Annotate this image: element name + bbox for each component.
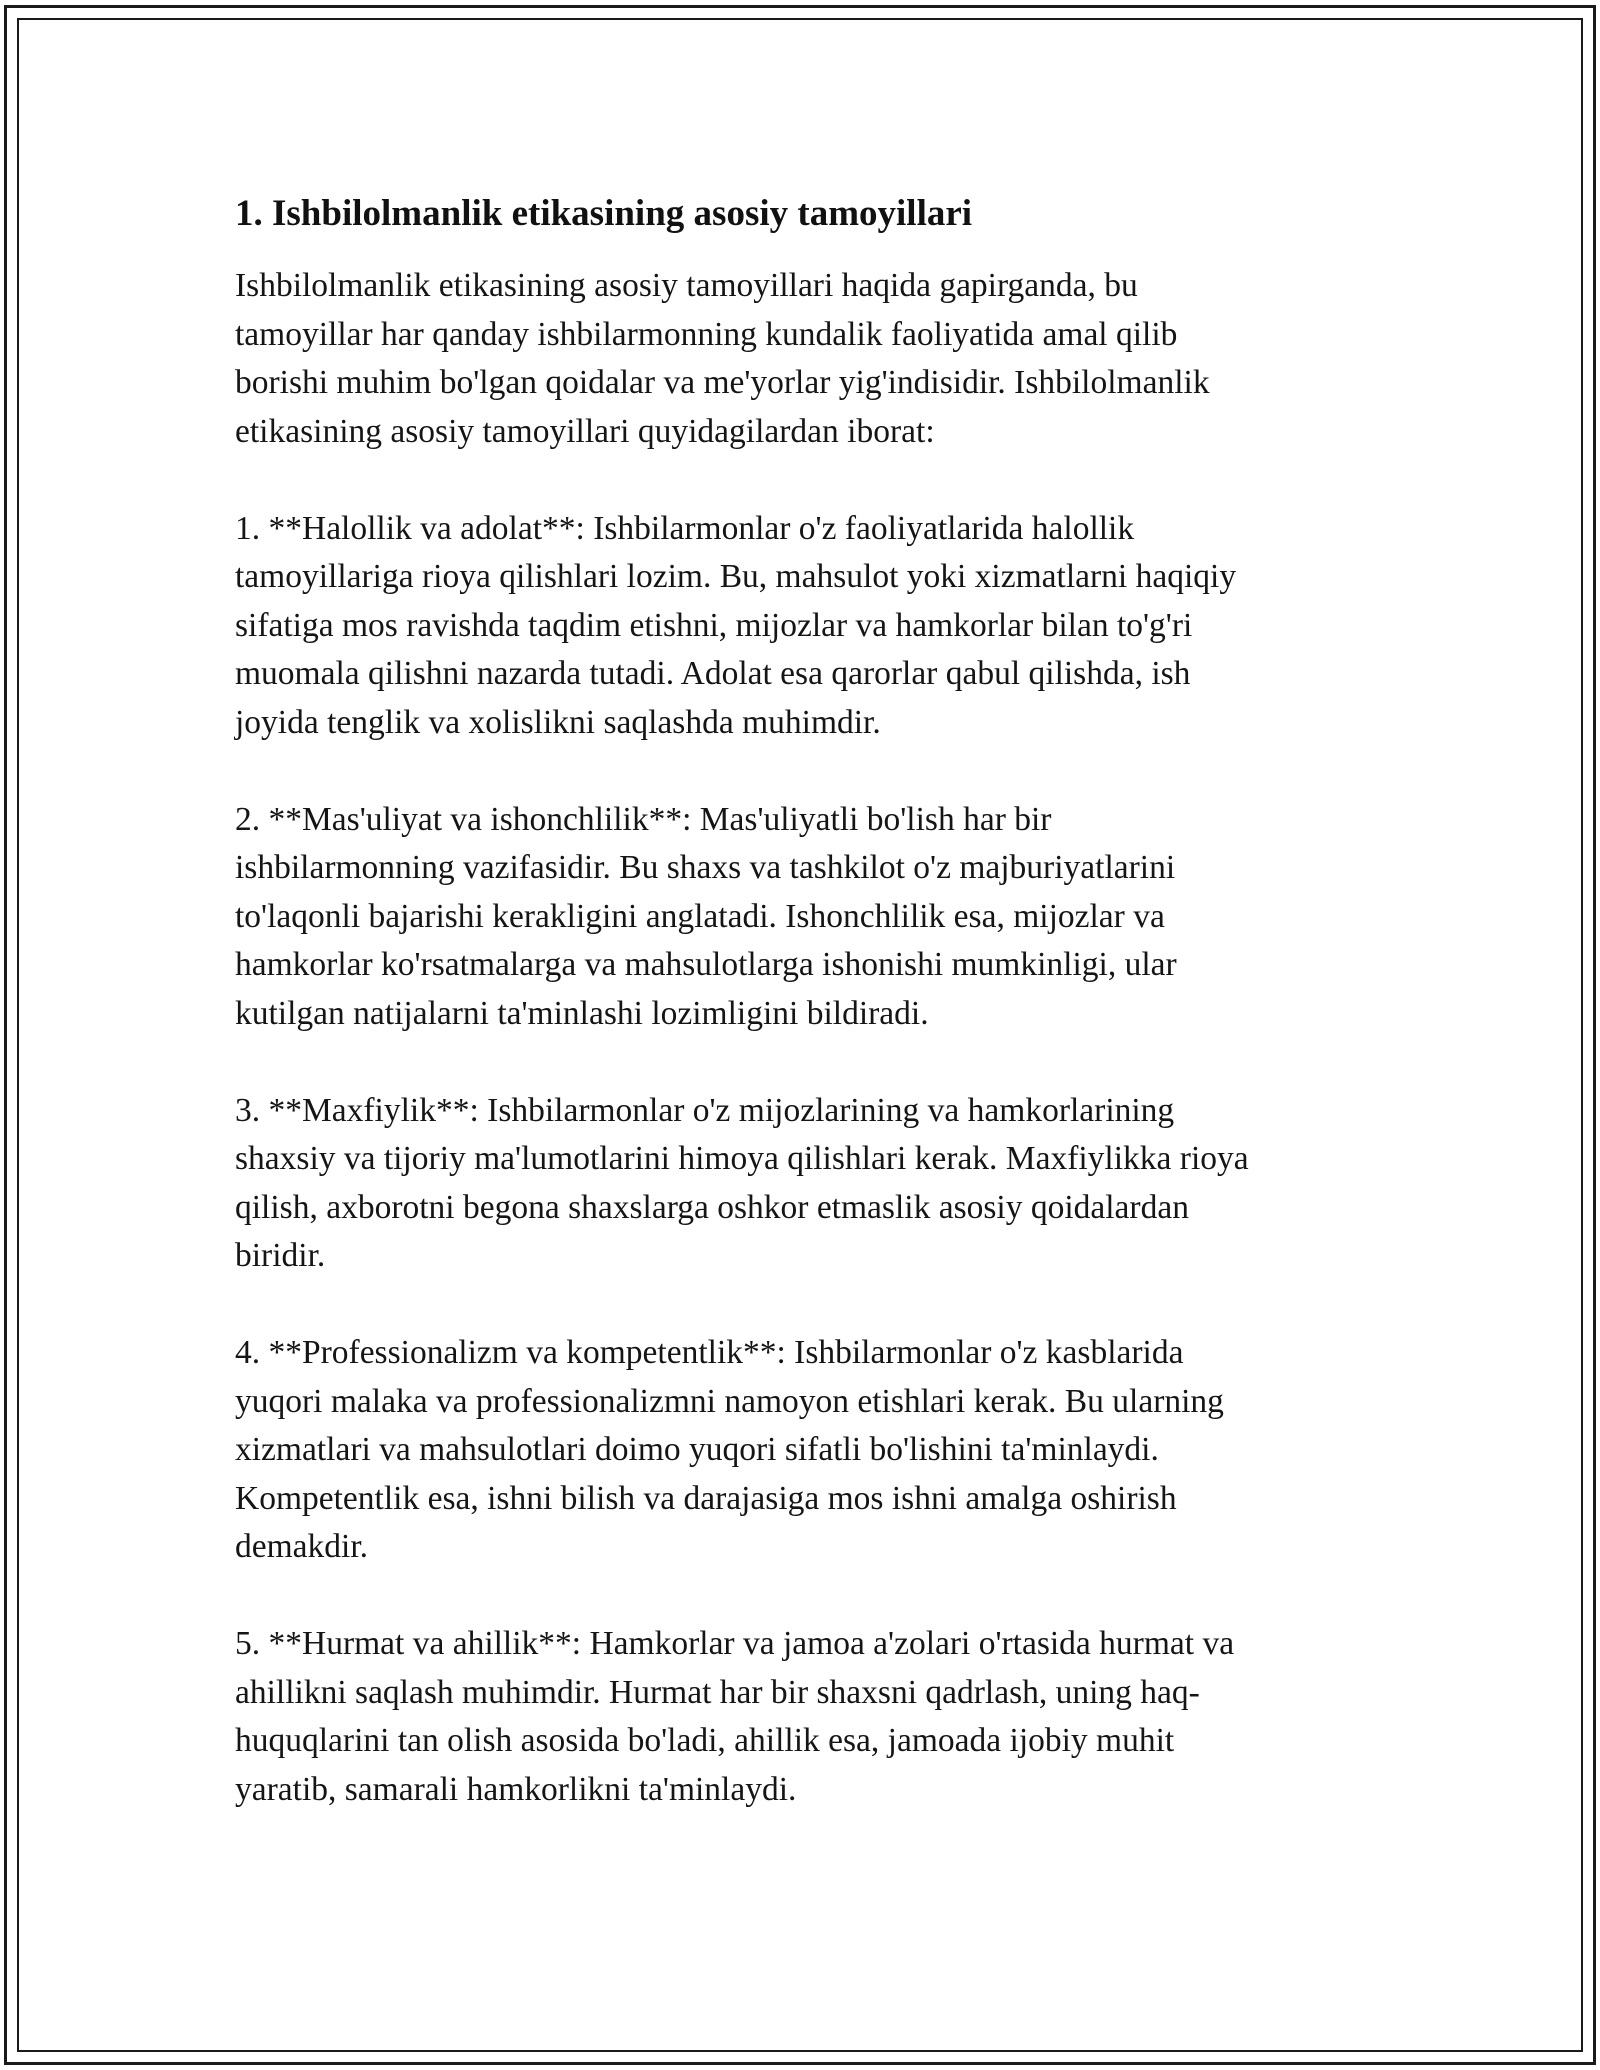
paragraph-line: 4. **Professionalizm va kompetentlik**: Ishbilarmonlar o'z kasblarida <box>235 1334 1184 1371</box>
paragraph-line: ahillikni saqlash muhimdir. Hurmat har bir shaxsni qadrlash, uning haq- <box>235 1673 1200 1711</box>
paragraph-line: shaxsiy va tijoriy ma'lumotlarini himoya qilishlari kerak. Maxfiylikka rioya <box>235 1140 1249 1177</box>
principle-paragraph-professionalism <box>235 1329 1365 1572</box>
paragraph-line: qilish, axborotni begona shaxslarga oshkor etmaslik asosiy qoidalardan <box>235 1188 1189 1226</box>
paragraph-line: sifatiga mos ravishda taqdim etishni, mijozlar va hamkorlar bilan to'g'ri <box>235 606 1193 644</box>
principle-paragraph-confidentiality <box>235 1087 1365 1281</box>
document-body <box>235 188 1365 1863</box>
paragraph-line: borishi muhim bo'lgan qoidalar va me'yorlar yig'indisidir. Ishbilolmanlik <box>235 364 1210 401</box>
paragraph-line: Kompetentlik esa, ishni bilish va darajasiga mos ishni amalga oshirish <box>235 1479 1177 1517</box>
paragraph-line: etikasining asosiy tamoyillari quyidagilardan iborat: <box>235 412 935 450</box>
intro-paragraph <box>235 262 1365 456</box>
paragraph-line: joyida tenglik va xolislikni saqlashda muhimdir. <box>235 703 881 741</box>
paragraph-line: demakdir. <box>235 1528 369 1565</box>
paragraph-line: kutilgan natijalarni ta'minlashi lozimligini bildiradi. <box>235 994 929 1032</box>
principle-paragraph-responsibility <box>235 796 1365 1039</box>
paragraph-line: to'laqonli bajarishi kerakligini anglatadi. Ishonchlilik esa, mijozlar va <box>235 897 1165 935</box>
paragraph-line: ishbilarmonning vazifasidir. Bu shaxs va tashkilot o'z majburiyatlarini <box>235 849 1176 886</box>
paragraph-line: tamoyillar har qanday ishbilarmonning kundalik faoliyatida amal qilib <box>235 315 1178 353</box>
paragraph-line: 2. **Mas'uliyat va ishonchlilik**: Mas'uliyatli bo'lish har bir <box>235 800 1052 838</box>
paragraph-line: biridir. <box>235 1237 326 1274</box>
section-title: 1. Ishbilolmanlik etikasining asosiy tamoyillari <box>235 193 973 234</box>
paragraph-line: huquqlarini tan olish asosida bo'ladi, ahillik esa, jamoada ijobiy muhit <box>235 1722 1175 1759</box>
principle-paragraph-honesty <box>235 505 1365 748</box>
paragraph-line: tamoyillariga rioya qilishlari lozim. Bu, mahsulot yoki xizmatlarni haqiqiy <box>235 558 1237 595</box>
paragraph-line: muomala qilishni nazarda tutadi. Adolat esa qarorlar qabul qilishda, ish <box>235 655 1191 692</box>
paragraph-line: xizmatlari va mahsulotlari doimo yuqori sifatli bo'lishini ta'minlaydi. <box>235 1431 1159 1468</box>
paragraph-line: hamkorlar ko'rsatmalarga va mahsulotlarga ishonishi mumkinligi, ular <box>235 946 1177 983</box>
paragraph-line: yaratib, samarali hamkorlikni ta'minlaydi. <box>235 1770 797 1808</box>
paragraph-line: 5. **Hurmat va ahillik**: Hamkorlar va jamoa a'zolari o'rtasida hurmat va <box>235 1625 1235 1662</box>
principle-paragraph-respect <box>235 1620 1365 1814</box>
paragraph-line: 3. **Maxfiylik**: Ishbilarmonlar o'z mijozlarining va hamkorlarining <box>235 1091 1175 1129</box>
paragraph-line: Ishbilolmanlik etikasining asosiy tamoyillari haqida gapirganda, bu <box>235 267 1138 304</box>
paragraph-line: 1. **Halollik va adolat**: Ishbilarmonlar o'z faoliyatlarida halollik <box>235 509 1135 547</box>
paragraph-line: yuqori malaka va professionalizmni namoyon etishlari kerak. Bu ularning <box>235 1382 1224 1420</box>
